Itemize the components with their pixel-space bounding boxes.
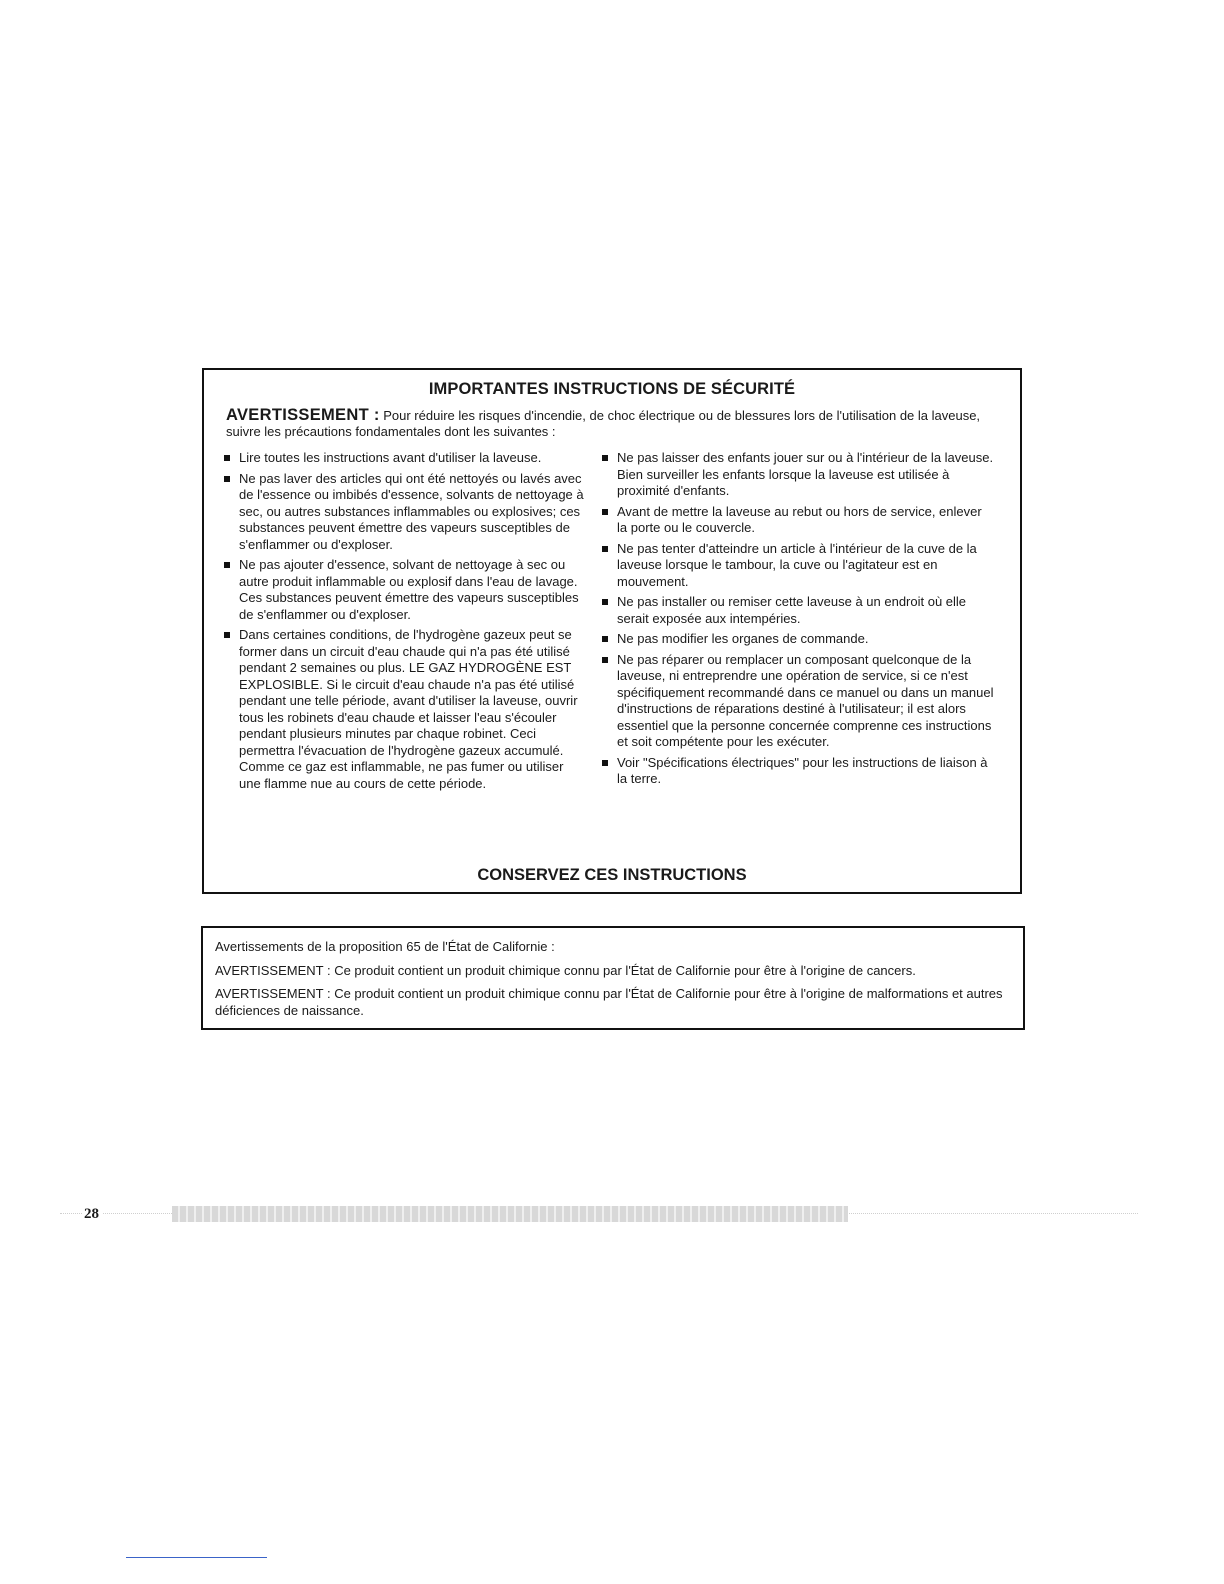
prop65-warning-box — [201, 926, 1025, 1030]
keep-instructions-title: CONSERVEZ CES INSTRUCTIONS — [477, 866, 747, 884]
instruction-columns — [224, 450, 1000, 796]
bullet-square-icon — [602, 636, 608, 642]
list-item — [602, 631, 994, 648]
prop65-heading: Avertissements de la proposition 65 de l'État de Californie : — [215, 939, 555, 954]
bullet-square-icon — [224, 562, 230, 568]
bullet-square-icon — [224, 632, 230, 638]
list-item-text: Ne pas laver des articles qui ont été nettoyés ou lavés avec de l'essence ou imbibés d'essence, solvants de nettoyage à sec, ou autres substances inflammables ou explosives; ces substances peuvent émettre des vapeurs susceptibles de s'enflammer ou d'exploser. — [239, 470, 584, 552]
bottom-rule — [126, 1557, 267, 1558]
list-item — [224, 450, 584, 467]
bullet-square-icon — [602, 599, 608, 605]
left-instruction-list — [224, 450, 584, 792]
list-item-text: Dans certaines conditions, de l'hydrogène gazeux peut se former dans un circuit d'eau chaude qui n'a pas été utilisé pendant 2 semaines ou plus. LE GAZ HYDROGÈNE EST EXPLOSIBLE. Si le circuit d'eau chaude n'a pas été utilisé pendant une telle période, avant d'utiliser la laveuse, ouvrir tous les robinets d'eau chaude et laisser l'eau s'écouler pendant plusieurs minutes par chaque robinet. Ceci permettra l'évacuation de l'hydrogène gazeux accumulé. Comme ce gaz est inflammable, ne pas fumer ou utiliser une flamme nue au cours de cette période. — [239, 627, 578, 791]
list-item-text: Ne pas ajouter d'essence, solvant de nettoyage à sec ou autre produit inflammable ou explosif dans l'eau de lavage. Ces substances peuvent émettre des vapeurs susceptibles de s'enflammer ou d'exploser. — [239, 557, 579, 622]
bullet-square-icon — [602, 455, 608, 461]
bullet-square-icon — [602, 760, 608, 766]
list-item — [602, 450, 994, 500]
page-number: 28 — [82, 1206, 102, 1223]
safety-title: IMPORTANTES INSTRUCTIONS DE SÉCURITÉ — [428, 380, 796, 398]
list-item-text: Voir "Spécifications électriques" pour les instructions de liaison à la terre. — [617, 754, 988, 786]
bullet-square-icon — [602, 546, 608, 552]
right-column — [602, 450, 994, 796]
list-item-text: Ne pas installer ou remiser cette laveuse à un endroit où elle serait exposée aux intempéries. — [617, 594, 967, 626]
list-item-text: Ne pas tenter d'atteindre un article à l'intérieur de la cuve de la laveuse lorsque le tambour, la cuve ou l'agitateur est en mouvement. — [617, 540, 977, 589]
list-item-text: Ne pas réparer ou remplacer un composant quelconque de la laveuse, ni entreprendre une opération de service, si ce n'est spécifiquement recommandé dans ce manuel ou dans un manuel d'instructions de réparations destiné à l'utilisateur; il est alors essentiel que la personne concernée comprenne ces instructions et soit compétente pour les exécuter. — [617, 651, 994, 749]
list-item — [602, 652, 994, 751]
list-item — [602, 755, 994, 788]
bullet-square-icon — [602, 509, 608, 515]
safety-instructions-box — [202, 368, 1022, 894]
warning-text: Pour réduire les risques d'incendie, de choc électrique ou de blessures lors de l'utilisation de la laveuse, suivre les précautions fondamentales dont les suivantes : — [226, 408, 981, 439]
footer-decorative-band — [172, 1206, 848, 1222]
right-instruction-list — [602, 450, 994, 788]
bullet-square-icon — [224, 476, 230, 482]
list-item-text: Ne pas laisser des enfants jouer sur ou à l'intérieur de la laveuse. Bien surveiller les enfants lorsque la laveuse est utilisée à proximité d'enfants. — [617, 450, 994, 498]
prop65-birth-defect-warning: AVERTISSEMENT : Ce produit contient un produit chimique connu par l'État de Californie pour être à l'origine de malformations et autres déficiences de naissance. — [215, 986, 1003, 1018]
list-item-text: Ne pas modifier les organes de commande. — [617, 631, 869, 646]
list-item — [602, 594, 994, 627]
list-item-text: Avant de mettre la laveuse au rebut ou hors de service, enlever la porte ou le couvercle. — [617, 503, 982, 535]
list-item — [224, 557, 584, 623]
prop65-cancer-warning: AVERTISSEMENT : Ce produit contient un produit chimique connu par l'État de Californie pour être à l'origine de cancers. — [215, 962, 916, 978]
list-item — [224, 471, 584, 554]
bullet-square-icon — [224, 455, 230, 461]
left-column — [224, 450, 584, 796]
list-item-text: Lire toutes les instructions avant d'utiliser la laveuse. — [239, 450, 542, 465]
list-item — [224, 627, 584, 792]
list-item — [602, 504, 994, 537]
warning-label: AVERTISSEMENT : — [226, 406, 380, 424]
list-item — [602, 541, 994, 591]
bullet-square-icon — [602, 657, 608, 663]
warning-intro — [226, 407, 1000, 440]
